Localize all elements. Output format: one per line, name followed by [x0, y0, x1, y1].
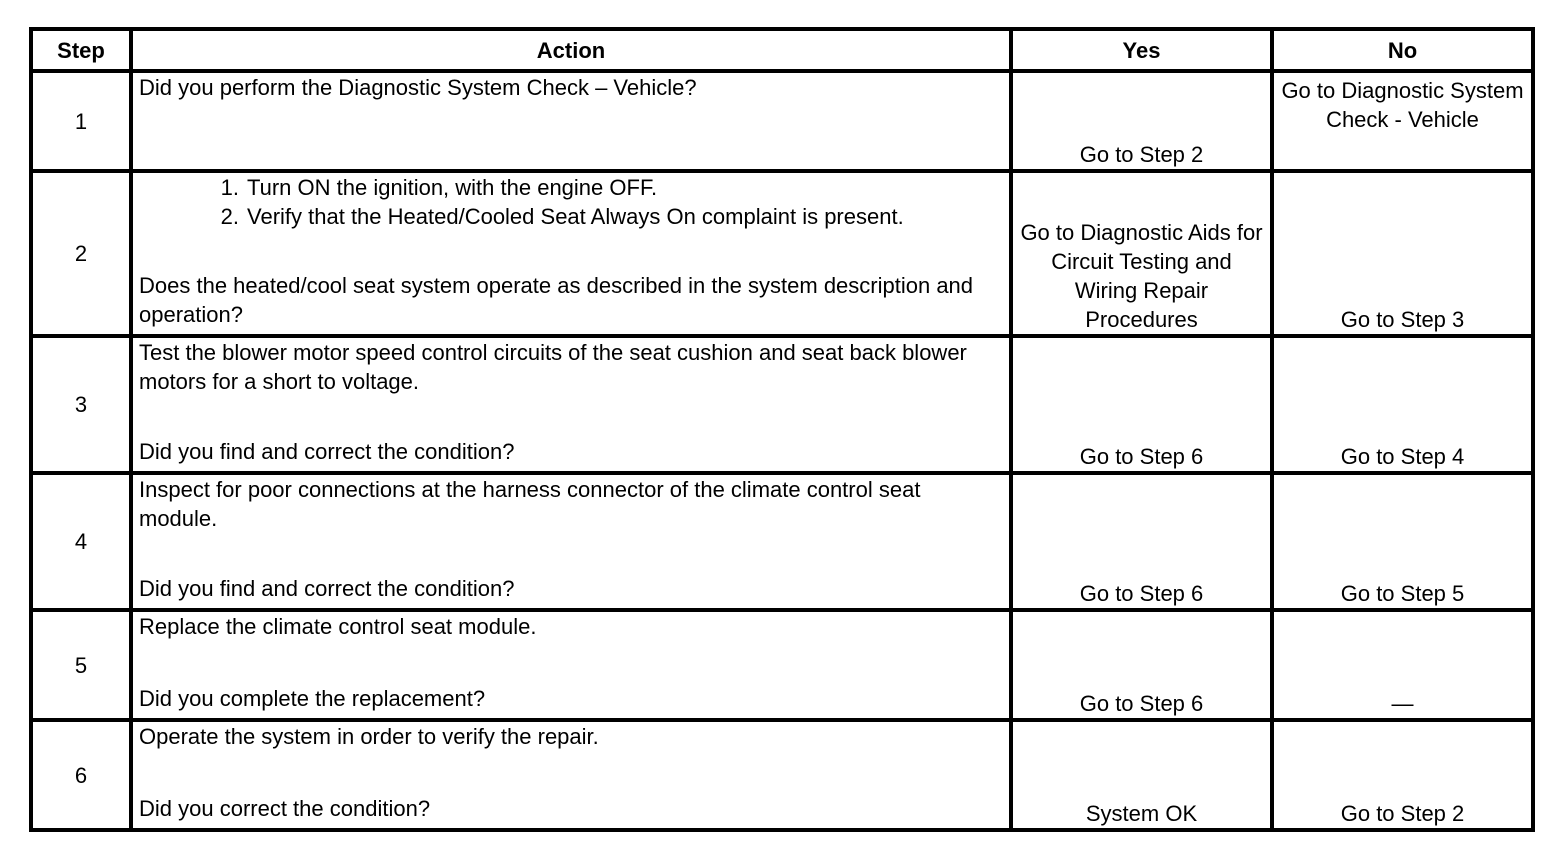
table-row	[31, 171, 1533, 336]
step-number: 1	[31, 71, 131, 171]
action-text: Inspect for poor connections at the harness connector of the climate control seat module.	[139, 477, 921, 531]
no-result: Go to Diagnostic System Check - Vehicle	[1272, 71, 1533, 171]
table-row	[31, 610, 1533, 720]
no-result: Go to Step 2	[1272, 720, 1533, 830]
step-number: 2	[31, 171, 131, 336]
action-text: Did you perform the Diagnostic System Check – Vehicle?	[139, 75, 697, 100]
table-row	[31, 720, 1533, 830]
action-cell	[131, 336, 1011, 473]
table-row	[31, 473, 1533, 610]
instruction-item: 2. Verify that the Heated/Cooled Seat Always On complaint is present.	[239, 202, 1003, 231]
action-question: Does the heated/cool seat system operate as described in the system description and operation?	[139, 273, 974, 327]
action-cell	[131, 610, 1011, 720]
no-result: —	[1272, 610, 1533, 720]
table-row	[31, 71, 1533, 171]
action-question: Did you find and correct the condition?	[139, 439, 515, 464]
action-text: Replace the climate control seat module.	[139, 614, 537, 639]
action-text: Test the blower motor speed control circuits of the seat cushion and seat back blower motors for a short to voltage.	[139, 340, 967, 394]
action-cell	[131, 720, 1011, 830]
header-row	[31, 29, 1533, 71]
no-result: Go to Step 3	[1272, 171, 1533, 336]
header-yes: Yes	[1011, 29, 1272, 71]
step-number: 3	[31, 336, 131, 473]
action-text: Operate the system in order to verify the repair.	[139, 724, 599, 749]
yes-result: System OK	[1011, 720, 1272, 830]
instruction-list	[139, 173, 1003, 231]
yes-result: Go to Step 6	[1011, 473, 1272, 610]
no-result: Go to Step 4	[1272, 336, 1533, 473]
action-question: Did you complete the replacement?	[139, 686, 486, 711]
yes-result: Go to Diagnostic Aids for Circuit Testing and Wiring Repair Procedures	[1011, 171, 1272, 336]
header-action: Action	[131, 29, 1011, 71]
step-number: 5	[31, 610, 131, 720]
action-cell	[131, 473, 1011, 610]
action-question: Did you correct the condition?	[139, 796, 431, 821]
table-row	[31, 336, 1533, 473]
action-cell	[131, 71, 1011, 171]
header-step: Step	[31, 29, 131, 71]
step-number: 4	[31, 473, 131, 610]
action-cell	[131, 171, 1011, 336]
action-question: Did you find and correct the condition?	[139, 576, 515, 601]
diagnostic-table	[29, 27, 1535, 832]
header-no: No	[1272, 29, 1533, 71]
yes-result: Go to Step 6	[1011, 336, 1272, 473]
instruction-item: 1. Turn ON the ignition, with the engine OFF.	[239, 173, 1003, 202]
step-number: 6	[31, 720, 131, 830]
no-result: Go to Step 5	[1272, 473, 1533, 610]
yes-result: Go to Step 6	[1011, 610, 1272, 720]
yes-result: Go to Step 2	[1011, 71, 1272, 171]
